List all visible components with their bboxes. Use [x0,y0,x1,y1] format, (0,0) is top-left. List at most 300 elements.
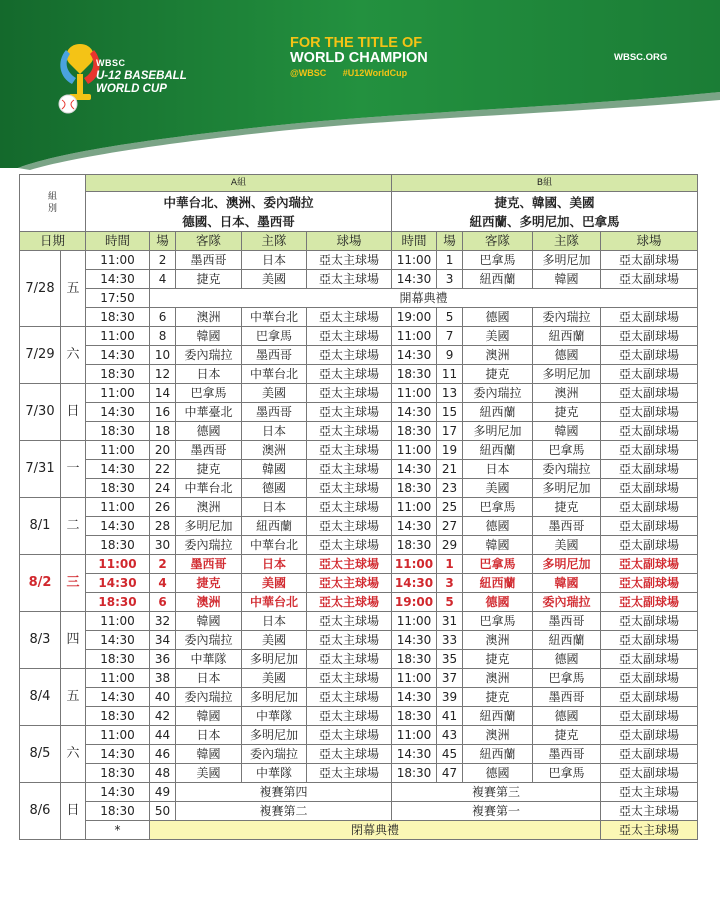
group-a-game: 22 [150,460,176,479]
group-a-game: 6 [150,308,176,327]
group-a-game: 4 [150,574,176,593]
group-b-time: 14:30 [392,745,437,764]
group-a-home: 中華台北 [242,308,307,327]
group-b-time: 18:30 [392,650,437,669]
group-b-away: 巴拿馬 [463,555,533,574]
group-a-game: 26 [150,498,176,517]
group-a-game: 30 [150,536,176,555]
group-b-game: 5 [437,308,463,327]
group-b-home: 多明尼加 [533,479,601,498]
group-b-label: B組 [392,175,698,192]
group-b-game: 23 [437,479,463,498]
group-a-time: 11:00 [86,612,150,631]
header-time-a: 時間 [86,232,150,251]
group-b-game: 35 [437,650,463,669]
group-b-away: 美國 [463,327,533,346]
group-a-game: 16 [150,403,176,422]
group-b-away: 紐西蘭 [463,441,533,460]
group-teams-row [20,192,698,232]
group-a-venue: 亞太主球場 [307,327,392,346]
table-row [20,688,698,707]
header-date: 日期 [20,232,86,251]
group-a-time: 14:30 [86,270,150,289]
group-b-venue: 亞太副球場 [601,536,698,555]
group-a-venue: 亞太主球場 [307,346,392,365]
group-a-home: 中華隊 [242,764,307,783]
group-b-home: 巴拿馬 [533,669,601,688]
group-a-home: 日本 [242,498,307,517]
group-b-time: 14:30 [392,517,437,536]
group-b-away: 捷克 [463,365,533,384]
header-game-b: 場 [437,232,463,251]
group-a-game: 4 [150,270,176,289]
weekday-cell: 四 [61,612,86,669]
group-a-venue: 亞太主球場 [307,726,392,745]
group-a-away: 委內瑞拉 [176,346,242,365]
final-matchup-b: 複賽第三 [392,783,601,802]
table-row [20,346,698,365]
group-b-venue: 亞太副球場 [601,308,698,327]
group-b-time: 11:00 [392,726,437,745]
group-b-game: 47 [437,764,463,783]
group-a-time: 14:30 [86,745,150,764]
group-a-game: 38 [150,669,176,688]
table-row [20,593,698,612]
header-time-b: 時間 [392,232,437,251]
group-a-game: 8 [150,327,176,346]
closing-mark: * [86,821,150,840]
group-b-away: 紐西蘭 [463,403,533,422]
group-b-away: 日本 [463,460,533,479]
group-a-venue: 亞太主球場 [307,650,392,669]
group-a-venue: 亞太主球場 [307,574,392,593]
date-cell: 8/6 [20,783,61,840]
weekday-cell: 日 [61,384,86,441]
group-a-away: 捷克 [176,574,242,593]
group-a-venue: 亞太主球場 [307,631,392,650]
group-b-time: 14:30 [392,574,437,593]
group-a-away: 日本 [176,365,242,384]
wbsc-label: WBSC [96,58,126,68]
group-a-time: 14:30 [86,460,150,479]
group-b-venue: 亞太副球場 [601,612,698,631]
group-a-home: 墨西哥 [242,346,307,365]
group-b-game: 39 [437,688,463,707]
group-b-venue: 亞太副球場 [601,593,698,612]
group-a-away: 日本 [176,669,242,688]
group-b-game: 3 [437,574,463,593]
group-a-away: 墨西哥 [176,555,242,574]
date-cell: 7/31 [20,441,61,498]
group-b-venue: 亞太副球場 [601,270,698,289]
table-row [20,403,698,422]
group-b-venue: 亞太副球場 [601,669,698,688]
table-row [20,707,698,726]
group-a-away: 韓國 [176,327,242,346]
group-b-home: 委內瑞拉 [533,308,601,327]
table-row [20,745,698,764]
group-b-time: 19:00 [392,308,437,327]
group-a-away: 委內瑞拉 [176,688,242,707]
group-a-game: 46 [150,745,176,764]
group-b-time: 14:30 [392,403,437,422]
group-b-game: 31 [437,612,463,631]
table-row [20,441,698,460]
group-a-away: 韓國 [176,745,242,764]
group-a-home: 美國 [242,669,307,688]
group-b-venue: 亞太副球場 [601,346,698,365]
group-a-venue: 亞太主球場 [307,422,392,441]
table-row [20,327,698,346]
group-a-time: 18:30 [86,764,150,783]
weekday-cell: 日 [61,783,86,840]
group-a-time: 18:30 [86,536,150,555]
table-row [20,365,698,384]
group-a-game: 42 [150,707,176,726]
group-b-away: 紐西蘭 [463,574,533,593]
group-a-home: 德國 [242,479,307,498]
group-b-away: 紐西蘭 [463,707,533,726]
final-game: 50 [150,802,176,821]
group-b-game: 29 [437,536,463,555]
group-b-home: 多明尼加 [533,555,601,574]
date-cell: 8/1 [20,498,61,555]
group-a-venue: 亞太主球場 [307,593,392,612]
group-b-time: 11:00 [392,612,437,631]
group-a-home: 多明尼加 [242,726,307,745]
group-a-time: 14:30 [86,346,150,365]
group-b-venue: 亞太副球場 [601,631,698,650]
slogan-line2: WORLD CHAMPION [290,50,428,66]
group-a-time: 14:30 [86,688,150,707]
header-banner [0,0,720,170]
brand-block [96,58,187,95]
group-a-home: 中華台北 [242,536,307,555]
group-b-venue: 亞太副球場 [601,688,698,707]
group-b-home: 巴拿馬 [533,441,601,460]
group-b-game: 1 [437,555,463,574]
group-a-game: 48 [150,764,176,783]
group-a-game: 10 [150,346,176,365]
group-a-time: 18:30 [86,650,150,669]
group-b-time: 14:30 [392,688,437,707]
group-a-time: 18:30 [86,422,150,441]
table-row [20,650,698,669]
group-b-home: 德國 [533,346,601,365]
group-b-home: 捷克 [533,498,601,517]
group-a-away: 多明尼加 [176,517,242,536]
group-b-time: 18:30 [392,365,437,384]
group-b-away: 澳洲 [463,346,533,365]
date-cell: 7/30 [20,384,61,441]
table-row [20,517,698,536]
group-b-home: 捷克 [533,726,601,745]
closing-venue: 亞太主球場 [601,821,698,840]
group-a-venue: 亞太主球場 [307,498,392,517]
group-a-time: 18:30 [86,479,150,498]
table-row [20,270,698,289]
final-venue: 亞太主球場 [601,783,698,802]
slogan-line1: FOR THE TITLE OF [290,35,423,51]
group-b-venue: 亞太副球場 [601,707,698,726]
final-game: 49 [150,783,176,802]
group-a-venue: 亞太主球場 [307,745,392,764]
group-a-time: 18:30 [86,308,150,327]
group-b-game: 13 [437,384,463,403]
group-a-venue: 亞太主球場 [307,384,392,403]
table-row [20,479,698,498]
group-b-home: 美國 [533,536,601,555]
group-b-venue: 亞太副球場 [601,650,698,669]
group-a-away: 委內瑞拉 [176,536,242,555]
group-a-home: 墨西哥 [242,403,307,422]
group-a-venue: 亞太主球場 [307,270,392,289]
group-b-game: 3 [437,270,463,289]
ceremony-time: 17:50 [86,289,150,308]
group-a-game: 12 [150,365,176,384]
hashtag: #U12WorldCup [342,68,408,78]
group-a-home: 多明尼加 [242,688,307,707]
group-b-home: 捷克 [533,403,601,422]
group-a-time: 18:30 [86,365,150,384]
group-b-home: 委內瑞拉 [533,460,601,479]
table-row [20,251,698,270]
group-a-away: 巴拿馬 [176,384,242,403]
group-a-away: 捷克 [176,270,242,289]
group-b-away: 澳洲 [463,631,533,650]
column-header-row [20,232,698,251]
group-b-venue: 亞太副球場 [601,745,698,764]
website-label: WBSC.ORG [614,52,668,63]
weekday-cell: 五 [61,669,86,726]
group-b-home: 多明尼加 [533,365,601,384]
group-b-game: 25 [437,498,463,517]
weekday-cell: 一 [61,441,86,498]
table-row [20,308,698,327]
table-row [20,612,698,631]
group-a-home: 美國 [242,631,307,650]
group-a-venue: 亞太主球場 [307,764,392,783]
group-a-time: 11:00 [86,384,150,403]
group-a-game: 2 [150,555,176,574]
group-b-time: 18:30 [392,422,437,441]
group-b-home: 多明尼加 [533,251,601,270]
group-b-game: 41 [437,707,463,726]
group-b-away: 巴拿馬 [463,251,533,270]
table-row [20,669,698,688]
group-a-home: 巴拿馬 [242,327,307,346]
table-row [20,783,698,802]
group-b-time: 18:30 [392,707,437,726]
group-b-game: 15 [437,403,463,422]
group-b-away: 巴拿馬 [463,612,533,631]
group-b-home: 委內瑞拉 [533,593,601,612]
group-a-home: 韓國 [242,460,307,479]
group-b-time: 11:00 [392,669,437,688]
group-a-home: 中華台北 [242,365,307,384]
group-a-time: 11:00 [86,498,150,517]
group-a-away: 澳洲 [176,593,242,612]
group-b-time: 18:30 [392,479,437,498]
weekday-cell: 五 [61,251,86,327]
group-b-away: 韓國 [463,536,533,555]
final-time: 18:30 [86,802,150,821]
group-b-away: 澳洲 [463,726,533,745]
group-b-game: 43 [437,726,463,745]
header-venue-a: 球場 [307,232,392,251]
group-a-away: 墨西哥 [176,251,242,270]
header-home-b: 主隊 [533,232,601,251]
group-b-venue: 亞太副球場 [601,251,698,270]
group-a-venue: 亞太主球場 [307,251,392,270]
group-b-venue: 亞太副球場 [601,555,698,574]
group-a-home: 日本 [242,251,307,270]
group-b-time: 11:00 [392,384,437,403]
group-a-game: 36 [150,650,176,669]
group-b-home: 韓國 [533,270,601,289]
weekday-cell: 六 [61,327,86,384]
group-a-time: 11:00 [86,555,150,574]
group-a-game: 24 [150,479,176,498]
group-b-venue: 亞太副球場 [601,764,698,783]
group-a-venue: 亞太主球場 [307,669,392,688]
group-a-venue: 亞太主球場 [307,612,392,631]
table-row [20,422,698,441]
table-row [20,460,698,479]
group-b-away: 德國 [463,593,533,612]
group-a-venue: 亞太主球場 [307,441,392,460]
weekday-cell: 六 [61,726,86,783]
final-matchup-b: 複賽第一 [392,802,601,821]
group-a-venue: 亞太主球場 [307,517,392,536]
schedule-table [19,174,698,840]
group-b-venue: 亞太副球場 [601,365,698,384]
group-b-game: 5 [437,593,463,612]
header-away-a: 客隊 [176,232,242,251]
group-a-game: 28 [150,517,176,536]
group-b-game: 37 [437,669,463,688]
group-a-away: 中華台北 [176,479,242,498]
group-b-time: 11:00 [392,327,437,346]
slogan-block [290,36,428,78]
group-a-game: 6 [150,593,176,612]
group-a-venue: 亞太主球場 [307,707,392,726]
table-row [20,289,698,308]
group-a-away: 澳洲 [176,498,242,517]
group-a-venue: 亞太主球場 [307,365,392,384]
group-b-time: 14:30 [392,631,437,650]
group-b-game: 33 [437,631,463,650]
group-b-home: 墨西哥 [533,517,601,536]
group-a-home: 美國 [242,574,307,593]
final-time: 14:30 [86,783,150,802]
group-a-away: 墨西哥 [176,441,242,460]
group-b-venue: 亞太副球場 [601,327,698,346]
group-a-game: 20 [150,441,176,460]
group-a-away: 委內瑞拉 [176,631,242,650]
group-a-time: 11:00 [86,441,150,460]
group-b-home: 德國 [533,707,601,726]
group-a-away: 中華隊 [176,650,242,669]
group-a-game: 32 [150,612,176,631]
group-b-away: 巴拿馬 [463,498,533,517]
group-b-venue: 亞太副球場 [601,460,698,479]
event-title-line1: U-12 BASEBALL [96,70,187,82]
group-b-venue: 亞太副球場 [601,384,698,403]
group-b-home: 澳洲 [533,384,601,403]
group-b-home: 墨西哥 [533,745,601,764]
group-b-venue: 亞太副球場 [601,574,698,593]
group-a-away: 韓國 [176,707,242,726]
group-b-away: 捷克 [463,688,533,707]
group-a-venue: 亞太主球場 [307,308,392,327]
group-b-game: 45 [437,745,463,764]
group-a-time: 14:30 [86,631,150,650]
group-b-away: 多明尼加 [463,422,533,441]
final-matchup-a: 複賽第四 [176,783,392,802]
group-a-home: 中華隊 [242,707,307,726]
group-b-home: 韓國 [533,574,601,593]
group-b-venue: 亞太副球場 [601,422,698,441]
group-a-game: 40 [150,688,176,707]
group-a-away: 美國 [176,764,242,783]
group-a-home: 美國 [242,270,307,289]
weekday-cell: 二 [61,498,86,555]
date-cell: 8/5 [20,726,61,783]
header-home-a: 主隊 [242,232,307,251]
group-b-home: 德國 [533,650,601,669]
table-row [20,536,698,555]
date-cell: 8/4 [20,669,61,726]
group-b-away: 捷克 [463,650,533,669]
group-a-home: 紐西蘭 [242,517,307,536]
group-b-away: 紐西蘭 [463,745,533,764]
group-a-game: 14 [150,384,176,403]
group-b-time: 11:00 [392,251,437,270]
final-matchup-a: 複賽第二 [176,802,392,821]
table-row [20,631,698,650]
schedule-body [20,251,698,840]
group-b-venue: 亞太副球場 [601,479,698,498]
group-a-venue: 亞太主球場 [307,555,392,574]
group-a-venue: 亞太主球場 [307,479,392,498]
group-b-game: 1 [437,251,463,270]
social-tags [290,68,428,78]
group-b-venue: 亞太副球場 [601,517,698,536]
group-a-away: 日本 [176,726,242,745]
group-a-game: 18 [150,422,176,441]
group-a-game: 2 [150,251,176,270]
group-b-venue: 亞太副球場 [601,498,698,517]
group-b-away: 美國 [463,479,533,498]
group-b-time: 14:30 [392,270,437,289]
group-b-time: 11:00 [392,555,437,574]
group-b-game: 21 [437,460,463,479]
table-row [20,764,698,783]
group-a-venue: 亞太主球場 [307,460,392,479]
event-title-line2: WORLD CUP [96,83,167,95]
group-b-away: 德國 [463,517,533,536]
date-cell: 7/29 [20,327,61,384]
group-a-time: 14:30 [86,517,150,536]
group-a-time: 11:00 [86,251,150,270]
group-b-time: 19:00 [392,593,437,612]
group-b-game: 27 [437,517,463,536]
group-a-game: 34 [150,631,176,650]
group-b-time: 14:30 [392,460,437,479]
group-a-time: 11:00 [86,726,150,745]
group-a-away: 澳洲 [176,308,242,327]
